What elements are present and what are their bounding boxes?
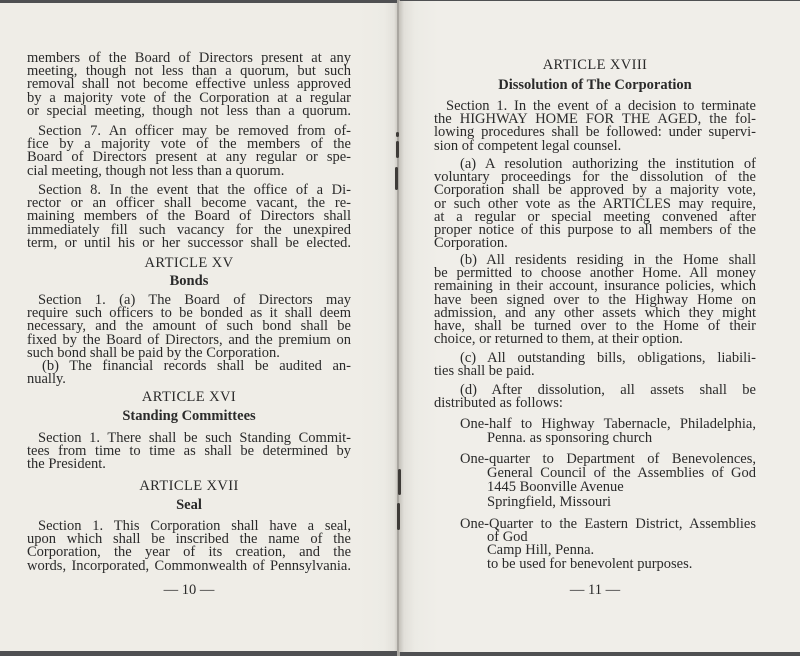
text-line: voluntary proceedings for the dissolution of the <box>434 169 756 186</box>
left-page <box>0 3 398 651</box>
text-line: Corporation, the year of its creation, and the <box>27 544 351 561</box>
text-line: members of the Board of Directors present at any <box>27 50 351 66</box>
text-line: such bond shall be paid by the Corporation. <box>27 344 280 361</box>
text-line: choice, or returned to them, at their option. <box>434 331 683 348</box>
text-line: (c) All outstanding bills, obligations, liabili- <box>460 350 756 366</box>
text-line: have been signed over to the Highway Home on <box>434 291 756 308</box>
paragraph-item-c <box>434 352 756 378</box>
staple-mark <box>395 167 398 190</box>
paragraph-item-b <box>434 254 756 346</box>
text-line: maining members of the Board of Directors shall <box>27 208 351 225</box>
page-number: — 11 — <box>569 582 621 598</box>
staple-mark <box>396 132 399 137</box>
text-line: the President. <box>27 456 106 473</box>
paragraph-dissolution-section-1 <box>434 100 756 153</box>
text-line: (b) The financial records shall be audited an- <box>42 357 351 374</box>
text-line: rector or an officer shall become vacant, the re- <box>27 195 351 212</box>
article-heading: ARTICLE XVIII <box>542 57 648 73</box>
text-line: require such officers to be bonded as it shall deem <box>27 305 351 322</box>
text-line: of God <box>487 529 528 546</box>
paragraph-item-d <box>434 384 756 410</box>
text-line: upon which shall be inscribed the name of the <box>27 531 351 548</box>
text-line: Section 7. An officer may be removed from of- <box>38 123 351 139</box>
text-line: or such other vote as the ARTICLES may require, <box>434 195 756 212</box>
text-line: by a majority vote of the Corporation at a regular <box>27 89 351 106</box>
text-line: One-Quarter to the Eastern District, Assemblies <box>460 516 756 532</box>
text-line: Corporation shall be approved by a majority vote, <box>434 182 756 199</box>
paragraph-committees-section-1 <box>27 432 351 472</box>
text-line: meeting, though not less than a quorum, but such <box>27 63 351 80</box>
text-line: Section 1. (a) The Board of Directors may <box>38 292 351 308</box>
text-line: Section 1. There shall be such Standing Commit- <box>38 430 351 446</box>
text-line: Camp Hill, Penna. <box>487 542 595 559</box>
article-title: Dissolution of The Corporation <box>498 77 692 93</box>
text-line: Penna. as sponsoring church <box>487 430 653 447</box>
text-line: One-quarter to Department of Benevolences, <box>460 451 756 467</box>
text-line: ties shall be paid. <box>434 363 535 380</box>
text-line: or special meeting, though not less than a quorum. <box>27 102 351 119</box>
paragraph-seal-section-1 <box>27 520 351 573</box>
text-line: the HIGHWAY HOME FOR THE AGED, the fol- <box>434 111 756 128</box>
text-line: (b) All residents residing in the Home shall <box>460 252 756 268</box>
text-line: immediately fill such vacancy for the unexpired <box>27 221 351 238</box>
text-line: proper notice of this purpose to all members of the <box>434 221 756 238</box>
text-line: nually. <box>27 371 66 388</box>
text-line: admission, and any other assets which they might <box>434 304 756 321</box>
article-title: Seal <box>176 497 202 513</box>
right-page <box>399 1 800 652</box>
text-line: One-half to Highway Tabernacle, Philadelphia, <box>460 416 756 432</box>
text-line: tees from time to time as shall be determined by <box>27 443 351 460</box>
paragraph-removal-continued <box>27 52 351 118</box>
text-line: be permitted to choose another Home. All money <box>434 265 756 282</box>
text-line: to be used for benevolent purposes. <box>487 555 693 572</box>
text-line: have, shall be turned over to the Home of their <box>434 317 756 334</box>
page-number: — 10 — <box>163 582 215 598</box>
paragraph-bonds-section-1 <box>27 294 351 386</box>
text-line: Section 8. In the event that the office of a Di- <box>38 182 351 198</box>
text-line: fixed by the Board of Directors, and the premium on <box>27 331 351 348</box>
article-heading: ARTICLE XV <box>144 255 234 271</box>
text-line: cial meeting, though not less than a quorum. <box>27 162 285 179</box>
text-line: removal shall not become effective unless approved <box>27 76 351 93</box>
text-line: distributed as follows: <box>434 395 563 412</box>
text-line: Section 1. This Corporation shall have a seal, <box>38 518 351 534</box>
article-title: Standing Committees <box>122 408 256 424</box>
text-line: remaining in their account, insurance policies, which <box>434 278 756 295</box>
text-line: at a regular or special meeting convened after <box>434 208 756 225</box>
text-line: fice by a majority vote of the members of the <box>27 136 351 153</box>
paragraph-section-8 <box>27 184 351 250</box>
article-heading: ARTICLE XVII <box>139 478 239 494</box>
article-heading: ARTICLE XVI <box>141 389 237 405</box>
distribution-item-benevolences <box>434 452 756 509</box>
right-page-text-column <box>434 1 756 652</box>
text-line: Section 1. In the event of a decision to terminate <box>446 98 756 114</box>
staple-mark <box>397 503 400 530</box>
staple-mark <box>396 141 399 158</box>
text-line: 1445 Boonville Avenue <box>487 479 624 496</box>
text-line: necessary, and the amount of such bond shall be <box>27 318 351 335</box>
text-line: words, Incorporated, Commonwealth of Pennsylvania. <box>27 557 351 574</box>
distribution-item-eastern-district <box>434 518 756 571</box>
text-line: term, or until his or her successor shall be elected. <box>27 234 351 251</box>
paragraph-item-a <box>434 158 756 250</box>
text-line: lowing procedures shall be followed: under supervi- <box>434 124 756 141</box>
paragraph-section-7 <box>27 125 351 178</box>
text-line: Corporation. <box>434 235 508 252</box>
article-title: Bonds <box>169 273 209 289</box>
staple-mark <box>398 469 401 495</box>
text-line: Board of Directors present at any regular or spe- <box>27 149 351 166</box>
text-line: General Council of the Assemblies of God <box>487 465 756 482</box>
text-line: (a) A resolution authorizing the institution of <box>460 156 756 172</box>
text-line: Springfield, Missouri <box>487 493 612 510</box>
distribution-item-highway-tabernacle <box>434 417 756 445</box>
left-page-text-column <box>27 3 351 651</box>
text-line: (d) After dissolution, all assets shall be <box>460 382 756 398</box>
text-line: sion of competent legal counsel. <box>434 137 622 154</box>
